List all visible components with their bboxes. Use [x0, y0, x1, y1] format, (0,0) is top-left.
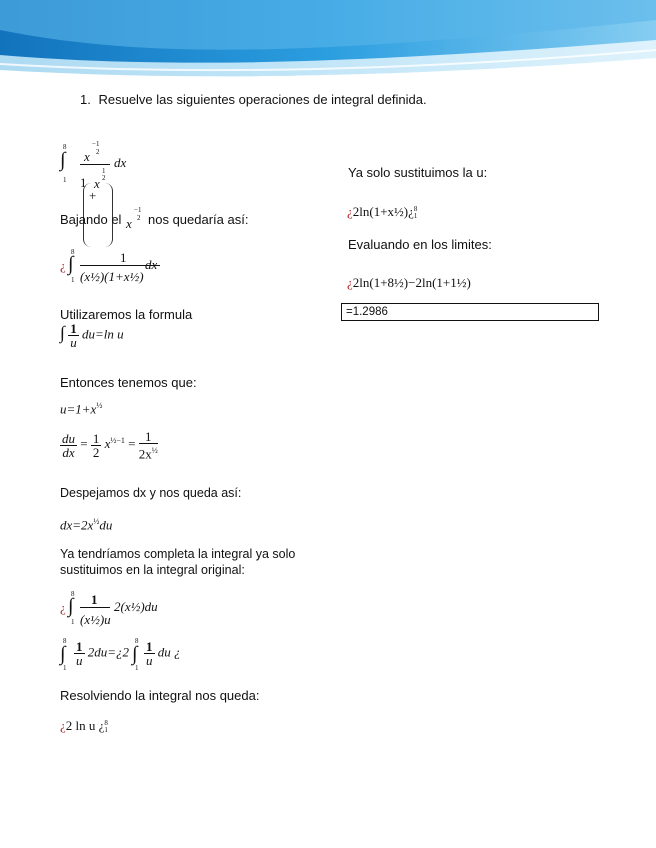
formula-rest: du=ln u	[81, 326, 124, 342]
step2-integral	[60, 246, 180, 290]
du-rhs-num: 1	[139, 430, 158, 444]
simpl-fraction	[74, 640, 129, 667]
simpl-lower: 1	[63, 664, 67, 672]
du-rhs-den: 2x	[138, 446, 152, 462]
original-denominator-x: x	[94, 176, 100, 191]
u-def: u=1+x	[60, 401, 97, 417]
tendriamos-line-1: Ya tendríamos completa la integral ya solo	[60, 547, 296, 561]
substituted-integral	[60, 588, 220, 636]
du-rhs-fraction	[139, 430, 158, 460]
simpl-lhs-num: 1	[76, 639, 83, 654]
final-left: 2 ln u ¿	[65, 718, 105, 733]
simpl-lhs-den: u	[76, 653, 83, 668]
du-dx-num: du	[62, 430, 75, 446]
right-expr-1	[347, 204, 417, 220]
simpl-lower-2: 1	[135, 664, 139, 672]
problem-heading	[80, 92, 427, 107]
dx-expression	[60, 517, 112, 533]
formula-fraction	[68, 322, 79, 349]
original-denominator-one: 1	[80, 175, 87, 190]
final-lim-low: 1	[104, 726, 108, 735]
sub-inv-q: ¿	[60, 600, 66, 615]
step2-upper: 8	[71, 248, 75, 256]
right-expr1: 2ln(1+x½)¿	[352, 204, 414, 219]
dx-eq: dx=2x	[60, 517, 94, 533]
original-denominator-exponent: 1	[102, 167, 106, 175]
sub-denominator: (x½)u	[80, 612, 111, 627]
final-inv-q: ¿	[60, 718, 66, 733]
du-eq: =	[128, 436, 136, 452]
half-num: 1	[92, 430, 100, 446]
u-definition	[60, 401, 102, 417]
original-dx: dx	[114, 155, 127, 170]
step2-dx: dx	[145, 257, 158, 272]
integral-sign-icon-5: ∫	[60, 643, 66, 665]
formula-den: u	[70, 335, 77, 350]
header-wave-banner	[0, 0, 656, 78]
dx-du: du	[99, 517, 113, 533]
right-expr2: 2ln(1+8½)−2ln(1+1½)	[352, 275, 471, 290]
tendriamos-line-2: sustituimos en la integral original:	[60, 563, 245, 577]
integral-sign-icon-6: ∫	[132, 643, 138, 665]
bajando-rest: nos quedaría así:	[148, 212, 249, 227]
du-dx-expression: $\frac{du}{dx}$ = $\frac{1}{2}$ $x^{\frac{1}{2}-1}$ = $\frac{1}{2x^{\frac{1}{2}}}$	[62, 429, 158, 462]
simpl-rhs-rest: du ¿	[157, 644, 181, 660]
right-inv-q-2: ¿	[347, 275, 353, 290]
result-cell[interactable]: =1.2986	[341, 303, 599, 321]
bajando-x: x	[126, 216, 132, 231]
simpl-upper: 8	[63, 637, 67, 645]
bajando-text: Bajando el	[60, 212, 122, 227]
half-den: 2	[92, 444, 100, 460]
right-expr-2	[347, 275, 471, 291]
utilizaremos-text: Utilizaremos la formula	[60, 307, 193, 322]
simpl-upper-2: 8	[135, 637, 139, 645]
step2-inv-q: ¿	[60, 258, 66, 273]
sub-numerator: 1	[91, 592, 98, 607]
integral-sign-icon: ∫	[60, 149, 66, 171]
bajando-exponent: −1	[134, 206, 142, 214]
original-integral	[60, 140, 200, 190]
half-fraction	[91, 432, 102, 459]
dx-exp: ½	[93, 517, 100, 526]
formula-num: 1	[70, 321, 77, 336]
du-exp: ½−1	[110, 435, 125, 445]
original-numerator: x	[84, 149, 90, 164]
resolviendo-text: Resolviendo la integral nos queda:	[60, 688, 260, 703]
right-inv-q-1: ¿	[347, 204, 353, 219]
sub-fraction-bar	[80, 607, 110, 608]
simpl-rhs	[144, 640, 181, 667]
final-expression	[60, 718, 108, 734]
integral-sign-icon-4: ∫	[68, 595, 74, 617]
step2-denominator: (x½)(1+x½)	[80, 269, 144, 284]
du-x: x	[104, 436, 111, 452]
sustituimos-text: Ya solo sustituimos la u:	[348, 165, 488, 180]
sub-upper: 8	[71, 590, 75, 598]
problem-number: 1.	[80, 92, 91, 107]
simpl-rhs-num: 1	[146, 639, 153, 654]
integral-sign-icon-2: ∫	[68, 253, 74, 275]
original-integral-lower: 1	[63, 176, 67, 184]
simpl-rhs-den: u	[146, 653, 153, 668]
original-numerator-exponent: −1	[92, 140, 100, 148]
right-expr1-low: 1	[413, 212, 418, 221]
bracket-plus: +	[89, 188, 97, 203]
original-denominator-exponent-den: 2	[102, 174, 106, 182]
sub-rest: 2(x½)du	[114, 599, 158, 614]
du-dx-den: dx	[62, 444, 75, 460]
original-integral-upper: 8	[63, 143, 67, 151]
step2-numerator: 1	[120, 250, 127, 265]
despejamos-text: Despejamos dx y nos queda así:	[60, 486, 242, 500]
formula	[60, 322, 124, 352]
bajando-line	[60, 212, 121, 227]
evaluando-text: Evaluando en los limites:	[348, 237, 492, 252]
integral-sign-icon-3: ∫	[60, 322, 65, 343]
sub-lower: 1	[71, 618, 75, 626]
original-numerator-exponent-den: 2	[96, 148, 100, 156]
simpl-mid: 2du=¿2	[87, 644, 130, 660]
bajando-exponent-den: 2	[137, 214, 141, 222]
step2-lower: 1	[71, 276, 75, 284]
du-rhs-exp: ½	[151, 446, 158, 455]
du-dx-fraction	[60, 432, 77, 459]
u-exp: ½	[96, 401, 103, 410]
simplified-integral	[60, 636, 240, 676]
original-fraction-bar	[80, 164, 110, 165]
problem-title: Resuelve las siguientes operaciones de integral definida.	[98, 92, 427, 107]
right-expr1-up: 8	[413, 205, 418, 214]
entonces-text: Entonces tenemos que:	[60, 375, 197, 390]
final-lim-up: 8	[104, 719, 108, 728]
